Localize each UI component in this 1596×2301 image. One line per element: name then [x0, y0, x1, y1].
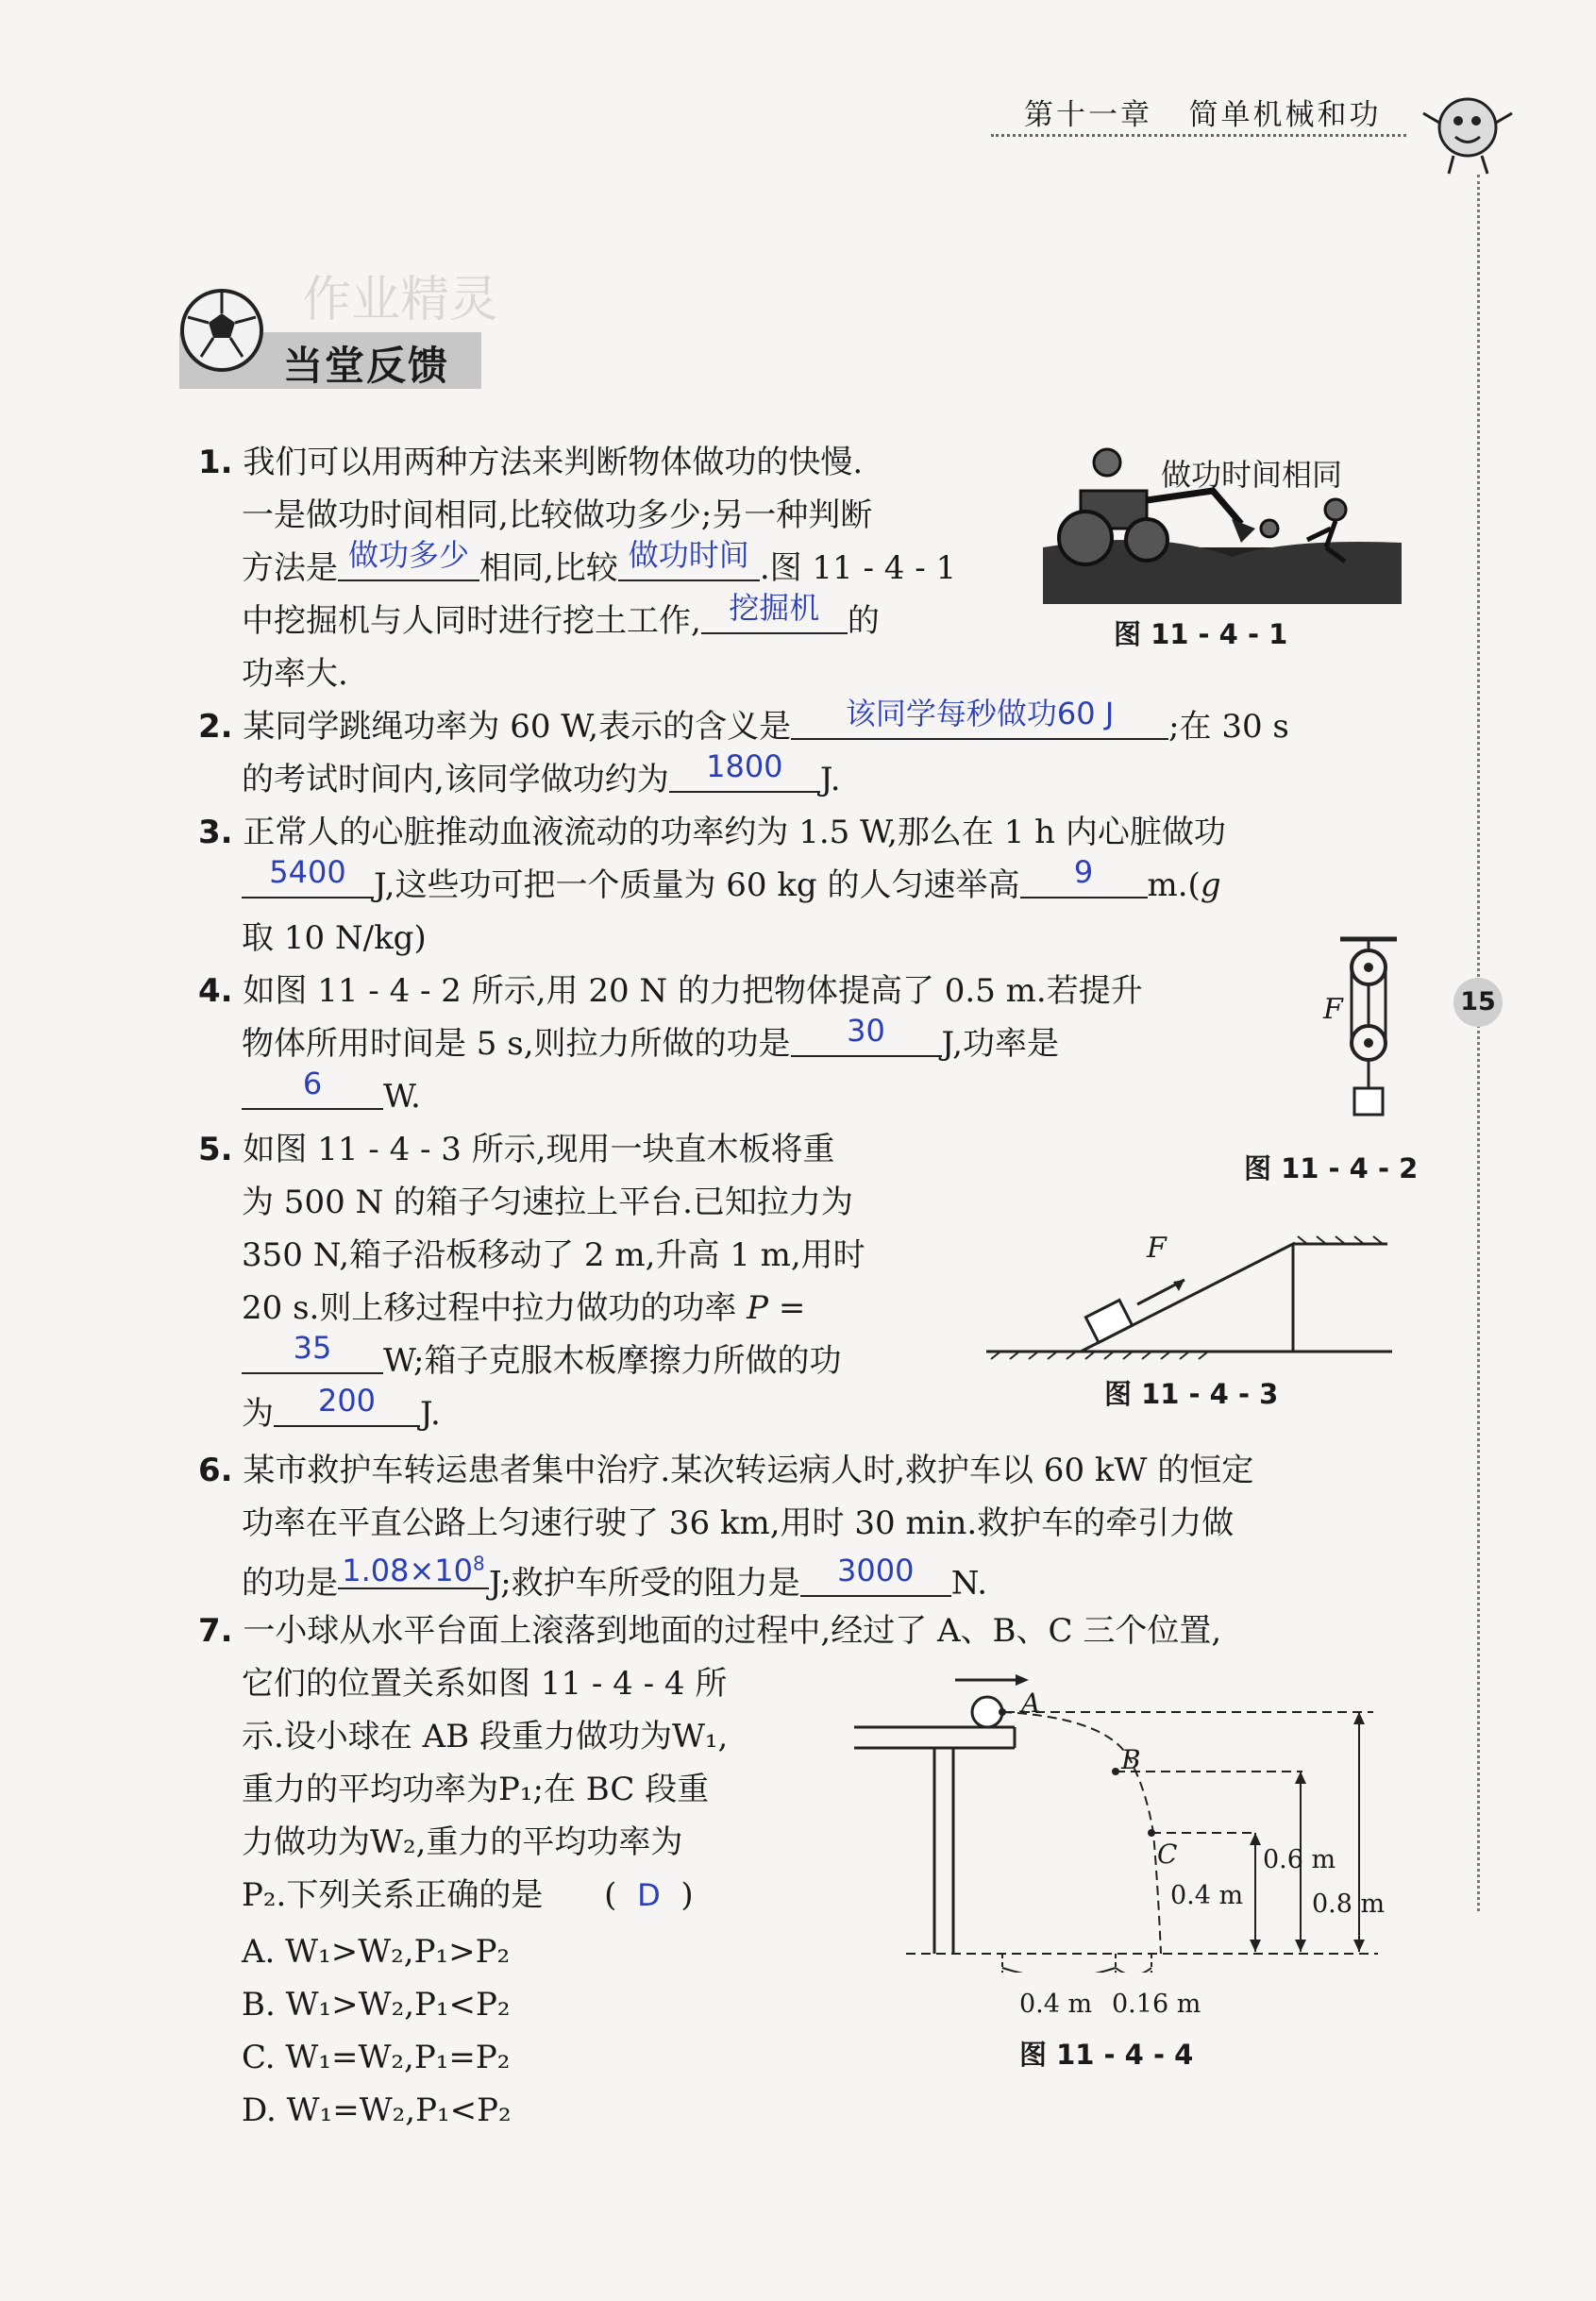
q2-answer-1: 该同学每秒做功60 J [845, 696, 1115, 731]
q7-option-c[interactable]: C. W₁=W₂,P₁=P₂ [242, 2039, 511, 2076]
q1-text: 我们可以用两种方法来判断物体做功的快慢. [243, 444, 864, 481]
q4-answer-1: 30 [847, 1013, 885, 1049]
fig-height-0.4: 0.4 m [1170, 1881, 1244, 1910]
q5-answer-1: 35 [293, 1330, 332, 1366]
section-title: 当堂反馈 [283, 343, 450, 389]
q7-number: 7. [198, 1612, 233, 1650]
chapter-number: 第十一章 [1024, 98, 1152, 132]
q5-blank-1[interactable] [242, 1330, 383, 1374]
q6-blank-2[interactable] [800, 1552, 951, 1597]
q1-answer-2: 做功时间 [628, 537, 749, 573]
header-divider [991, 134, 1406, 137]
q7-answer[interactable]: D [637, 1877, 661, 1913]
question-4: 4. 如图 11 - 4 - 2 所示,用 20 N 的力把物体提高了 0.5 m.若提升 物体所用时间是 5 s,则拉力所做的功是 30 J,功率是 6 W. [198, 972, 1143, 1116]
fig-11-4-3-ramp [986, 1227, 1392, 1369]
q7-option-d[interactable]: D. W₁=W₂,P₁<P₂ [242, 2091, 512, 2129]
page-number: 15 [1453, 978, 1503, 1027]
q2-blank-1[interactable] [791, 696, 1168, 740]
mascot-ball-icon [1416, 76, 1520, 179]
fig-label-a: A [1021, 1688, 1041, 1719]
q4-blank-1[interactable] [791, 1013, 942, 1057]
q2-number: 2. [198, 708, 233, 746]
question-1 [198, 436, 956, 700]
fig-11-4-3-force: F [1147, 1232, 1167, 1265]
q1-blank-1[interactable] [338, 537, 479, 581]
q5-number: 5. [198, 1131, 233, 1168]
fig-11-4-1-label: 做功时间相同 [1161, 457, 1343, 493]
q1-line3: 方法是 做功多少 相同,比较 做功时间 .图 11 - 4 - 1 [242, 537, 957, 587]
q2-blank-2[interactable] [669, 748, 820, 793]
question-7: 7. 一小球从水平台面上滚落到地面的过程中,经过了 A、B、C 三个位置, 它们的位置关系如图 11 - 4 - 4 所 示.设小球在 AB 段重力做功为W₁, 重力的平均功率为P₁;在 BC 段重 力做功为W₂,重力的平均功率为 P₂.下列关系正确的是 ( D ) A. W₁>W₂,P₁>P₂ B. W₁>W₂,P₁<P₂ C. W₁=W₂,P₁=P₂ D. W₁=W₂,P₁<P₂ [198, 1604, 1221, 2137]
q1-blank-3[interactable] [701, 590, 848, 634]
q3-line3: 取 10 N/kg) [242, 919, 427, 957]
q6-number: 6. [198, 1452, 233, 1489]
fig-11-4-1-caption: 图 11 - 4 - 1 [1114, 618, 1288, 650]
q7-option-b[interactable]: B. W₁>W₂,P₁<P₂ [242, 1986, 511, 2024]
q3-answer-2: 9 [1073, 854, 1094, 890]
question-2: 2. 某同学跳绳功率为 60 W,表示的含义是 该同学每秒做功60 J ;在 30 s 的考试时间内,该同学做功约为 1800 J. [198, 696, 1289, 798]
fig-11-4-4-caption: 图 11 - 4 - 4 [1019, 2039, 1194, 2071]
q4-blank-2[interactable] [242, 1066, 383, 1110]
q3-blank-1[interactable] [242, 854, 374, 899]
q5-answer-2: 200 [317, 1383, 377, 1419]
side-dotted-line [1477, 175, 1480, 1911]
fig-height-0.8: 0.8 m [1312, 1890, 1386, 1919]
q1-number: 1. [198, 444, 233, 481]
q1-blank-2[interactable] [618, 537, 760, 581]
watermark: 作业精灵 [302, 272, 499, 328]
question-5: 5. 如图 11 - 4 - 3 所示,现用一块直木板将重 为 500 N 的箱子匀速拉上平台.已知拉力为 350 N,箱子沿板移动了 2 m,升高 1 m,用时 20 s.则上移过程中拉力做功的功率 P = 35 W;箱子克服木板摩擦力所做的功 为 200 J. [198, 1131, 865, 1433]
chapter-header [1024, 91, 1382, 133]
fig-11-4-3-caption: 图 11 - 4 - 3 [1104, 1378, 1279, 1410]
q2-answer-2: 1800 [706, 748, 783, 784]
q3-blank-2[interactable] [1020, 854, 1148, 899]
question-6: 6. 某市救护车转运患者集中治疗.某次转运病人时,救护车以 60 kW 的恒定 功率在平直公路上匀速行驶了 36 km,用时 30 min.救护车的牵引力做 的功是 $1.08\times 10^8J$;救护车所受的阻力是 3000 N. [198, 1452, 1254, 1603]
fig-label-c: C [1157, 1839, 1178, 1870]
fig-11-4-4-trajectory [849, 1671, 1397, 1973]
q6-blank-1[interactable] [338, 1550, 489, 1589]
fig-11-4-1-excavator [1043, 434, 1402, 604]
q7-option-a[interactable]: A. W₁>W₂,P₁>P₂ [242, 1933, 511, 1971]
q3-number: 3. [198, 814, 233, 851]
q1-answer-1: 做功多少 [347, 537, 469, 573]
fig-label-b: B [1121, 1744, 1141, 1775]
question-3: 3. 正常人的心脏推动血液流动的功率约为 1.5 W,那么在 1 h 内心脏做功 5400 J,这些功可把一个质量为 60 kg 的人匀速举高 9 m.(g 取 10 N/kg) [198, 806, 1226, 965]
fig-distance-0.16: 0.16 m [1112, 1990, 1201, 2019]
q1-answer-3: 挖掘机 [729, 590, 820, 626]
q1-line4: 中挖掘机与人同时进行挖土工作, 挖掘机 的 [242, 590, 880, 640]
fig-distance-0.4: 0.4 m [1019, 1990, 1093, 2019]
q4-answer-2: 6 [302, 1066, 323, 1101]
fig-11-4-2-pulley [1321, 930, 1416, 1137]
fig-11-4-2-caption: 图 11 - 4 - 2 [1244, 1152, 1419, 1184]
q6-answer-2: 3000 [837, 1552, 915, 1588]
q4-number: 4. [198, 972, 233, 1010]
q1-line5: 功率大. [242, 655, 348, 693]
q3-answer-1: 5400 [269, 854, 346, 890]
fig-height-0.6: 0.6 m [1263, 1845, 1336, 1874]
q6-answer-1: $1.08\times 10^8$ [342, 1552, 485, 1588]
soccer-ball-icon [175, 283, 269, 378]
fig-11-4-2-force: F [1323, 993, 1343, 1026]
q1-line2: 一是做功时间相同,比较做功多少;另一种判断 [242, 496, 873, 534]
q5-blank-2[interactable] [274, 1383, 420, 1427]
chapter-title: 简单机械和功 [1188, 98, 1382, 132]
